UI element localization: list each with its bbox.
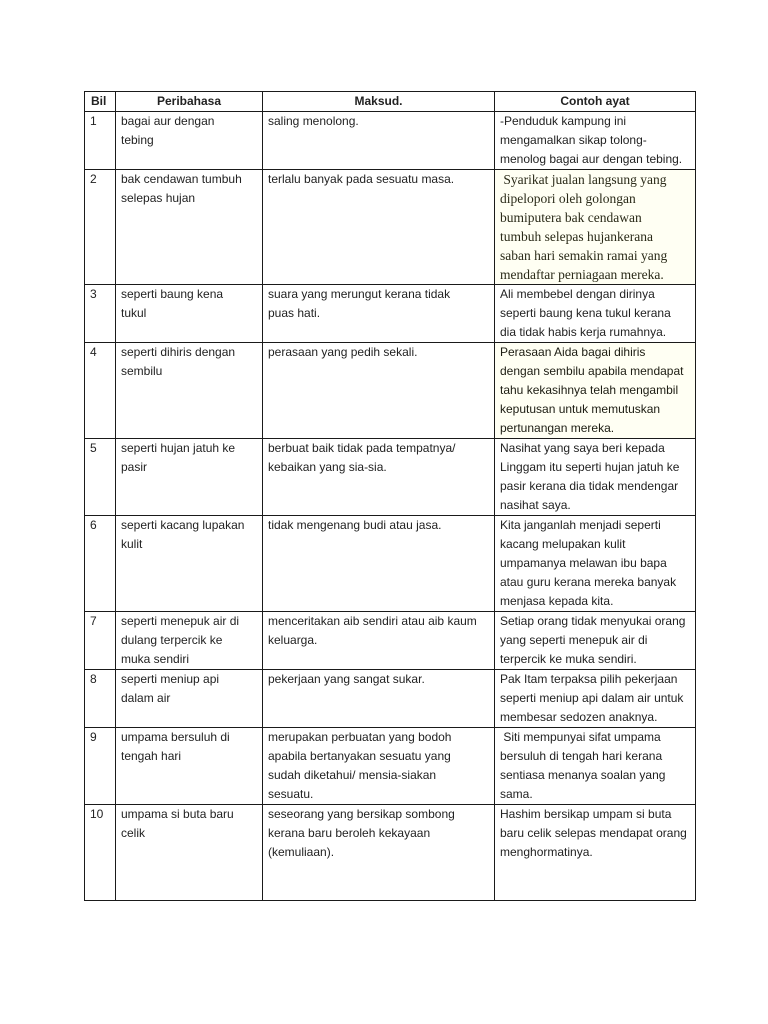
- contoh-ayat-cell-line: atau guru kerana mereka banyak: [500, 575, 677, 589]
- maksud-cell-line: kebaikan yang sia-sia.: [268, 460, 387, 474]
- peribahasa-cell-line: kulit: [121, 537, 143, 551]
- contoh-ayat-cell-line: kacang melupakan kulit: [500, 537, 626, 551]
- header-maksud: Maksud.: [263, 92, 495, 112]
- peribahasa-cell: [116, 805, 263, 901]
- maksud-cell-line: merupakan perbuatan yang bodoh: [268, 730, 452, 744]
- peribahasa-cell-line: seperti baung kena: [121, 287, 224, 301]
- peribahasa-cell: [116, 670, 263, 728]
- contoh-ayat-cell: [495, 170, 696, 285]
- peribahasa-cell-line: tebing: [121, 133, 154, 147]
- peribahasa-cell-line: umpama bersuluh di: [121, 730, 230, 744]
- contoh-ayat-cell: [495, 439, 696, 516]
- bil-cell: 7: [85, 612, 116, 670]
- maksud-cell-line: seseorang yang bersikap sombong: [268, 807, 455, 821]
- peribahasa-cell: [116, 343, 263, 439]
- peribahasa-cell-line: seperti hujan jatuh ke: [121, 441, 236, 455]
- contoh-ayat-cell-line: Nasihat yang saya beri kepada: [500, 441, 665, 455]
- table-row: [85, 805, 696, 901]
- table-row: [85, 670, 696, 728]
- peribahasa-cell-line: umpama si buta baru: [121, 807, 234, 821]
- peribahasa-cell-line: bak cendawan tumbuh: [121, 172, 242, 186]
- contoh-ayat-cell: [495, 728, 696, 805]
- contoh-ayat-cell-line: yang seperti menepuk air di: [500, 633, 648, 647]
- contoh-ayat-cell-line: Setiap orang tidak menyukai orang: [500, 614, 686, 628]
- contoh-ayat-cell-line: Syarikat jualan langsung yang: [500, 172, 667, 187]
- maksud-cell: [263, 805, 495, 901]
- maksud-cell-line: suara yang merungut kerana tidak: [268, 287, 451, 301]
- maksud-cell: [263, 516, 495, 612]
- contoh-ayat-cell-line: tahu kekasihnya telah mengambil: [500, 383, 679, 397]
- contoh-ayat-cell-line: sentiasa menanya soalan yang: [500, 768, 666, 782]
- peribahasa-cell-line: celik: [121, 826, 146, 840]
- contoh-ayat-cell-line: tumbuh selepas hujankerana: [500, 229, 653, 244]
- contoh-ayat-cell-line: sama.: [500, 787, 533, 801]
- table-row: [85, 285, 696, 343]
- contoh-ayat-cell-line: seperti meniup api dalam air untuk: [500, 691, 684, 705]
- maksud-cell-line: pekerjaan yang sangat sukar.: [268, 672, 425, 686]
- contoh-ayat-cell-line: dengan sembilu apabila mendapat: [500, 364, 684, 378]
- maksud-cell: [263, 670, 495, 728]
- peribahasa-cell-line: tengah hari: [121, 749, 182, 763]
- maksud-cell-line: tidak mengenang budi atau jasa.: [268, 518, 442, 532]
- maksud-cell-line: sesuatu.: [268, 787, 314, 801]
- table-row: [85, 612, 696, 670]
- contoh-ayat-cell: [495, 112, 696, 170]
- table-row: [85, 112, 696, 170]
- maksud-cell-line: keluarga.: [268, 633, 318, 647]
- peribahasa-cell: [116, 612, 263, 670]
- bil-cell: 9: [85, 728, 116, 805]
- peribahasa-cell-line: dalam air: [121, 691, 171, 705]
- bil-cell: 10: [85, 805, 116, 901]
- maksud-cell-line: (kemuliaan).: [268, 845, 335, 859]
- peribahasa-cell-line: seperti dihiris dengan: [121, 345, 236, 359]
- bil-cell: 1: [85, 112, 116, 170]
- maksud-cell: [263, 285, 495, 343]
- maksud-cell: [263, 343, 495, 439]
- peribahasa-cell-line: sembilu: [121, 364, 163, 378]
- maksud-cell-line: saling menolong.: [268, 114, 359, 128]
- bil-cell: 4: [85, 343, 116, 439]
- bil-cell: 5: [85, 439, 116, 516]
- table-row: [85, 170, 696, 285]
- contoh-ayat-cell-line: pertunangan mereka.: [500, 421, 615, 435]
- header-peribahasa: Peribahasa: [116, 92, 263, 112]
- contoh-ayat-cell-line: mengamalkan sikap tolong-: [500, 133, 647, 147]
- contoh-ayat-cell-line: baru celik selepas mendapat orang: [500, 826, 687, 840]
- peribahasa-cell: [116, 439, 263, 516]
- contoh-ayat-cell-line: bersuluh di tengah hari kerana: [500, 749, 663, 763]
- contoh-ayat-cell-line: menjasa kepada kita.: [500, 594, 614, 608]
- table-row: [85, 439, 696, 516]
- contoh-ayat-cell: [495, 516, 696, 612]
- peribahasa-cell-line: tukul: [121, 306, 147, 320]
- peribahasa-cell: [116, 285, 263, 343]
- table-row: [85, 343, 696, 439]
- maksud-cell-line: sudah diketahui/ mensia-siakan: [268, 768, 437, 782]
- peribahasa-cell-line: selepas hujan: [121, 191, 196, 205]
- peribahasa-cell-line: pasir: [121, 460, 148, 474]
- contoh-ayat-cell: [495, 805, 696, 901]
- peribahasa-cell: [116, 170, 263, 285]
- bil-cell: 6: [85, 516, 116, 612]
- contoh-ayat-cell-line: nasihat saya.: [500, 498, 571, 512]
- contoh-ayat-cell-line: terpercik ke muka sendiri.: [500, 652, 637, 666]
- table-body: [85, 112, 696, 901]
- maksud-cell-line: terlalu banyak pada sesuatu masa.: [268, 172, 455, 186]
- maksud-cell-line: berbuat baik tidak pada tempatnya/: [268, 441, 456, 455]
- peribahasa-cell: [116, 112, 263, 170]
- peribahasa-cell-line: seperti kacang lupakan: [121, 518, 245, 532]
- contoh-ayat-cell: [495, 285, 696, 343]
- maksud-cell-line: menceritakan aib sendiri atau aib kaum: [268, 614, 477, 628]
- table-row: [85, 728, 696, 805]
- contoh-ayat-cell-line: dipelopori oleh golongan: [500, 191, 636, 206]
- contoh-ayat-cell-line: umpamanya melawan ibu bapa: [500, 556, 667, 570]
- contoh-ayat-cell-line: Siti mempunyai sifat umpama: [500, 730, 661, 744]
- peribahasa-cell-line: seperti meniup api: [121, 672, 220, 686]
- contoh-ayat-cell-line: Hashim bersikap umpam si buta: [500, 807, 672, 821]
- maksud-cell-line: kerana baru beroleh kekayaan: [268, 826, 431, 840]
- header-bil: Bil: [85, 92, 116, 112]
- maksud-cell: [263, 439, 495, 516]
- maksud-cell-line: perasaan yang pedih sekali.: [268, 345, 418, 359]
- contoh-ayat-cell-line: mendaftar perniagaan mereka.: [500, 267, 664, 282]
- peribahasa-cell: [116, 516, 263, 612]
- peribahasa-cell-line: dulang terpercik ke: [121, 633, 223, 647]
- contoh-ayat-cell-line: Ali membebel dengan dirinya: [500, 287, 655, 301]
- contoh-ayat-cell-line: bumiputera bak cendawan: [500, 210, 642, 225]
- maksud-cell-line: apabila bertanyakan sesuatu yang: [268, 749, 451, 763]
- contoh-ayat-cell-line: membesar sedozen anaknya.: [500, 710, 658, 724]
- contoh-ayat-cell: [495, 670, 696, 728]
- contoh-ayat-cell: [495, 343, 696, 439]
- contoh-ayat-cell-line: -Penduduk kampung ini: [500, 114, 627, 128]
- contoh-ayat-cell-line: Linggam itu seperti hujan jatuh ke: [500, 460, 680, 474]
- peribahasa-cell-line: muka sendiri: [121, 652, 190, 666]
- peribahasa-cell-line: seperti menepuk air di: [121, 614, 240, 628]
- peribahasa-cell: [116, 728, 263, 805]
- maksud-cell-line: puas hati.: [268, 306, 321, 320]
- maksud-cell: [263, 728, 495, 805]
- contoh-ayat-cell-line: menolog bagai aur dengan tebing.: [500, 152, 683, 166]
- maksud-cell: [263, 612, 495, 670]
- contoh-ayat-cell-line: menghormatinya.: [500, 845, 593, 859]
- table-header-row: [85, 92, 696, 112]
- bil-cell: 2: [85, 170, 116, 285]
- contoh-ayat-cell-line: seperti baung kena tukul kerana: [500, 306, 671, 320]
- bil-cell: 3: [85, 285, 116, 343]
- table-row: [85, 516, 696, 612]
- peribahasa-table: [84, 91, 696, 901]
- contoh-ayat-cell-line: saban hari semakin ramai yang: [500, 248, 668, 263]
- contoh-ayat-cell: [495, 612, 696, 670]
- bil-cell: 8: [85, 670, 116, 728]
- contoh-ayat-cell-line: Kita janganlah menjadi seperti: [500, 518, 661, 532]
- contoh-ayat-cell-line: Pak Itam terpaksa pilih pekerjaan: [500, 672, 678, 686]
- maksud-cell: [263, 170, 495, 285]
- maksud-cell: [263, 112, 495, 170]
- contoh-ayat-cell-line: pasir kerana dia tidak mendengar: [500, 479, 679, 493]
- contoh-ayat-cell-line: keputusan untuk memutuskan: [500, 402, 661, 416]
- peribahasa-cell-line: bagai aur dengan: [121, 114, 215, 128]
- header-contoh-ayat: Contoh ayat: [495, 92, 696, 112]
- contoh-ayat-cell-line: dia tidak habis kerja rumahnya.: [500, 325, 667, 339]
- contoh-ayat-cell-line: Perasaan Aida bagai dihiris: [500, 345, 646, 359]
